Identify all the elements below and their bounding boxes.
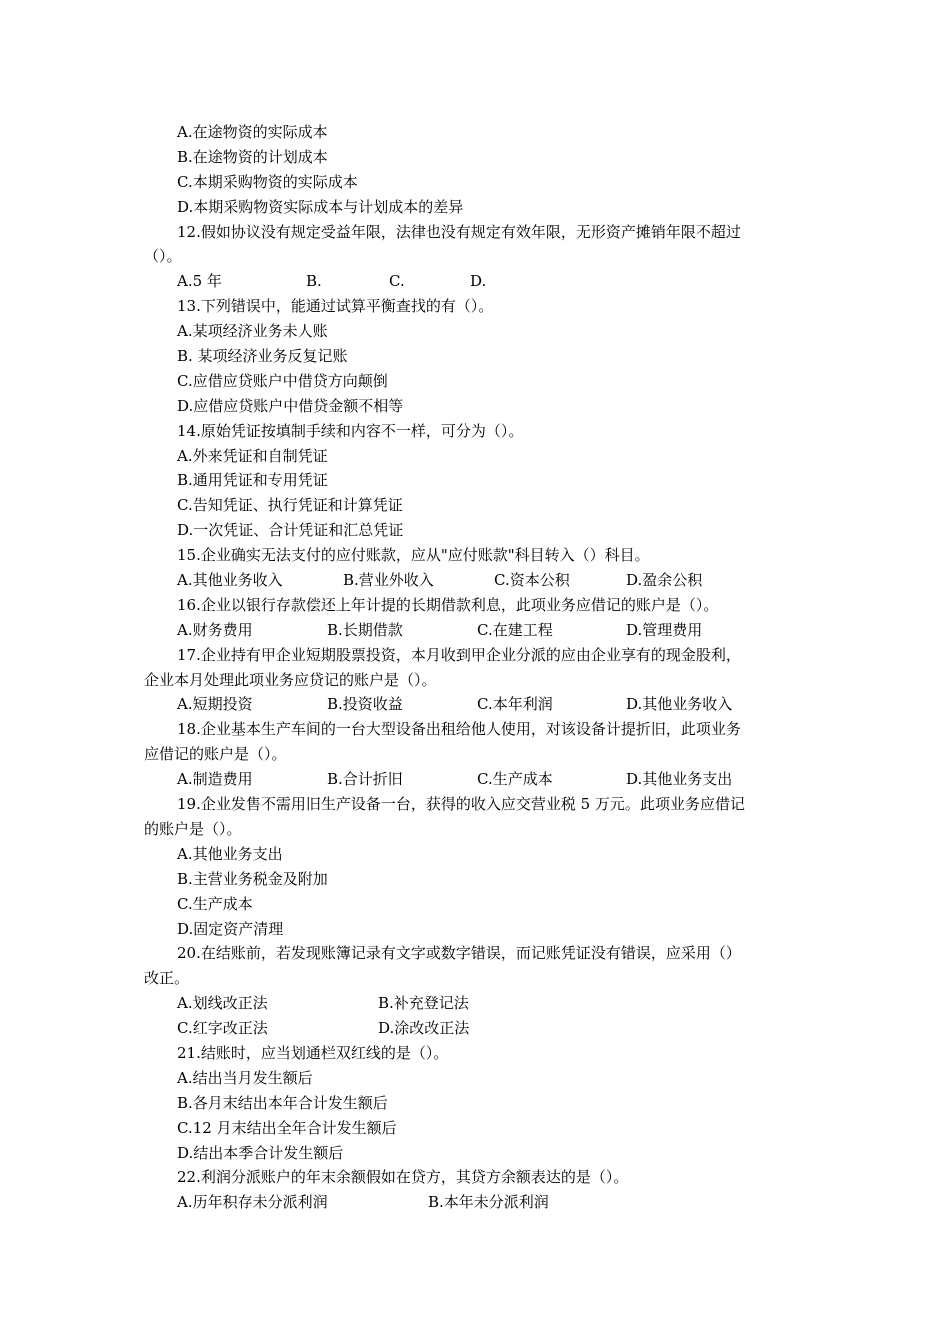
q19-option-b: B.主营业务税金及附加	[177, 869, 328, 888]
exam-page	[0, 120, 950, 1215]
q17-stem-line2: 企业本月处理此项业务应贷记的账户是（）。	[144, 670, 437, 689]
q20-option-b: B.补充登记法	[378, 994, 469, 1013]
q15-stem: 15.企业确实无法支付的应付账款，应从"应付账款"科目转入（）科目。	[177, 546, 650, 565]
q15-option-a: A.其他业务收入	[177, 571, 283, 590]
q18-option-d: D.其他业务支出	[626, 770, 733, 789]
q11-option-c: C.本期采购物资的实际成本	[177, 172, 358, 191]
q15-option-c: C.资本公积	[494, 571, 570, 590]
q15-option-d: D.盈余公积	[626, 571, 703, 590]
q14-option-d: D.一次凭证、合计凭证和汇总凭证	[177, 521, 404, 540]
q13-option-a: A.某项经济业务未人账	[177, 322, 328, 341]
q19-option-c: C.生产成本	[177, 894, 253, 913]
q18-option-b: B.合计折旧	[327, 770, 403, 789]
q16-option-c: C.在建工程	[477, 620, 553, 639]
q14-stem: 14.原始凭证按填制手续和内容不一样，可分为（）。	[177, 421, 524, 440]
q13-option-d: D.应借应贷账户中借贷金额不相等	[177, 396, 404, 415]
q13-stem: 13.下列错误中，能通过试算平衡查找的有（）。	[177, 297, 494, 316]
q12-option-a: A.5 年	[177, 272, 222, 291]
q20-option-c: C.红字改正法	[177, 1019, 268, 1038]
q20-option-d: D.涂改改正法	[378, 1019, 470, 1038]
q22-option-b: B.本年未分派利润	[428, 1193, 549, 1212]
q12-stem-line2: （）。	[144, 247, 182, 266]
q20-stem-line2: 改正。	[144, 969, 190, 988]
q12-options-row	[0, 269, 950, 294]
q11-option-d: D.本期采购物资实际成本与计划成本的差异	[177, 197, 464, 216]
q20-option-a: A.划线改正法	[177, 994, 268, 1013]
q16-options-row	[0, 618, 950, 643]
q18-option-c: C.生产成本	[477, 770, 553, 789]
q21-option-c: C.12 月末结出全年合计发生额后	[177, 1118, 397, 1137]
q13-option-b: B. 某项经济业务反复记账	[177, 347, 348, 366]
q12-stem-line1: 12.假如协议没有规定受益年限，法律也没有规定有效年限，无形资产摊销年限不超过	[177, 222, 741, 241]
q22-option-a: A.历年积存未分派利润	[177, 1193, 328, 1212]
q12-option-c: C.	[389, 272, 405, 291]
q20-options-row-2	[0, 1016, 950, 1041]
q18-stem-line1: 18.企业基本生产车间的一台大型设备出租给他人使用，对该设备计提折旧，此项业务	[177, 720, 741, 739]
q19-option-a: A.其他业务支出	[177, 844, 283, 863]
q11-option-a: A.在途物资的实际成本	[177, 123, 328, 141]
q11-option-b: B.在途物资的计划成本	[177, 147, 328, 166]
q19-stem-line2: 的账户是（）。	[144, 819, 242, 838]
q16-option-d: D.管理费用	[626, 620, 703, 639]
q17-option-a: A.短期投资	[177, 695, 253, 714]
q21-option-d: D.结出本季合计发生额后	[177, 1143, 344, 1162]
q18-option-a: A.制造费用	[177, 770, 253, 789]
q14-option-b: B.通用凭证和专用凭证	[177, 471, 328, 490]
q15-options-row	[0, 568, 950, 593]
q17-options-row	[0, 692, 950, 717]
q12-option-b: B.	[306, 272, 322, 291]
q16-option-b: B.长期借款	[327, 620, 403, 639]
q17-option-c: C.本年利润	[477, 695, 553, 714]
q22-options-row	[0, 1190, 950, 1215]
q20-stem-line1: 20.在结账前，若发现账簿记录有文字或数字错误，而记账凭证没有错误，应采用（）	[177, 944, 741, 963]
q17-option-d: D.其他业务收入	[626, 695, 733, 714]
q20-options-row-1	[0, 991, 950, 1016]
q17-option-b: B.投资收益	[327, 695, 403, 714]
q12-option-d: D.	[470, 272, 487, 291]
q16-stem: 16.企业以银行存款偿还上年计提的长期借款利息，此项业务应借记的账户是（）。	[177, 595, 719, 614]
q21-option-b: B.各月末结出本年合计发生额后	[177, 1093, 388, 1112]
q15-option-b: B.营业外收入	[343, 571, 434, 590]
q14-option-c: C.告知凭证、执行凭证和计算凭证	[177, 496, 403, 515]
q22-stem: 22.利润分派账户的年末余额假如在贷方，其贷方余额表达的是（）。	[177, 1168, 629, 1187]
q13-option-c: C.应借应贷账户中借贷方向颠倒	[177, 371, 388, 390]
q17-stem-line1: 17.企业持有甲企业短期股票投资，本月收到甲企业分派的应由企业享有的现金股利，	[177, 645, 741, 664]
q21-option-a: A.结出当月发生额后	[177, 1068, 313, 1087]
q18-stem-line2: 应借记的账户是（）。	[144, 745, 287, 764]
q16-option-a: A.财务费用	[177, 620, 253, 639]
q18-options-row	[0, 767, 950, 792]
q14-option-a: A.外来凭证和自制凭证	[177, 446, 328, 465]
q19-option-d: D.固定资产清理	[177, 919, 284, 938]
q19-stem-line1: 19.企业发售不需用旧生产设备一台，获得的收入应交营业税 5 万元。此项业务应借记	[177, 795, 745, 814]
q21-stem: 21.结账时，应当划通栏双红线的是（）。	[177, 1043, 449, 1062]
